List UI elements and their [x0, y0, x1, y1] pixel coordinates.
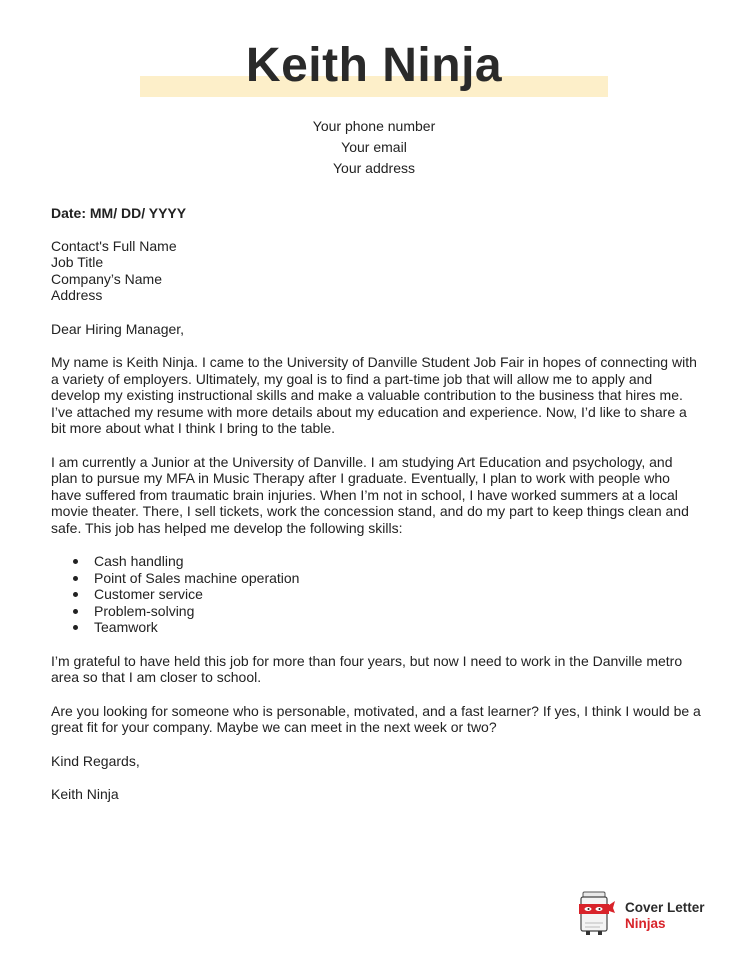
closing: Kind Regards,	[51, 752, 140, 769]
signature: Keith Ninja	[51, 786, 119, 802]
list-item: Cash handling	[51, 553, 701, 570]
email: Your email	[341, 139, 407, 155]
logo-wordmark	[625, 900, 705, 932]
bullet-icon	[73, 592, 78, 597]
logo-line-cover-letter: Cover Letter	[625, 900, 705, 915]
address: Your address	[333, 160, 415, 176]
recipient-block	[51, 238, 701, 304]
skills-list	[51, 553, 701, 636]
bullet-icon	[73, 625, 78, 630]
bullet-icon	[73, 576, 78, 581]
list-item: Point of Sales machine operation	[51, 570, 701, 587]
paragraph-closing: Are you looking for someone who is personable, motivated, and a fast learner? If yes, I think I would be a great fit for your company. Maybe we can meet in the next week or two?	[51, 702, 701, 735]
bullet-icon	[73, 609, 78, 614]
recipient-full-name: Contact's Full Name	[51, 237, 177, 254]
letter-date: Date: MM/ DD/ YYYY	[51, 205, 187, 221]
cover-letter-ninjas-logo	[576, 890, 726, 936]
salutation: Dear Hiring Manager,	[51, 320, 185, 337]
paragraph-background: I am currently a Junior at the University of Danville. I am studying Art Education and psychology, and plan to pursue my MFA in Music Therapy after I graduate. Eventually, I plan to work with people who have suffered from traumatic brain injuries. When I’m not in school, I have worked summers at a local movie theater. There, I sell tickets, work the concession stand, and do my part to keep things clean and safe. This job has helped me develop the following skills:	[51, 453, 689, 536]
phone-number: Your phone number	[312, 118, 436, 134]
recipient-company: Company’s Name	[51, 270, 163, 287]
bullet-icon	[73, 559, 78, 564]
list-item: Customer service	[51, 586, 701, 603]
recipient-address: Address	[51, 287, 103, 303]
letter-body	[51, 205, 701, 803]
applicant-name: Keith Ninja	[245, 39, 503, 92]
paragraph-intro: My name is Keith Ninja. I came to the University of Danville Student Job Fair in hopes of connecting with a variety of employers. Ultimately, my goal is to find a part-time job that will allow me to apply and develop my existing instructional skills and make a valuable contribution to the business that hires me. I’ve attached my resume with more details about my education and experience. Now, I’d like to share a bit more about what I think I bring to the table.	[51, 354, 697, 436]
logo-line-ninjas: Ninjas	[625, 916, 666, 931]
ninja-mascot-icon	[576, 890, 616, 936]
list-item: Problem-solving	[51, 603, 701, 620]
list-item: Teamwork	[51, 619, 701, 636]
paragraph-motivation: I’m grateful to have held this job for more than four years, but now I need to work in the Danville metro area so that I am closer to school.	[51, 652, 683, 685]
recipient-job-title: Job Title	[51, 254, 104, 270]
contact-block	[0, 116, 748, 179]
